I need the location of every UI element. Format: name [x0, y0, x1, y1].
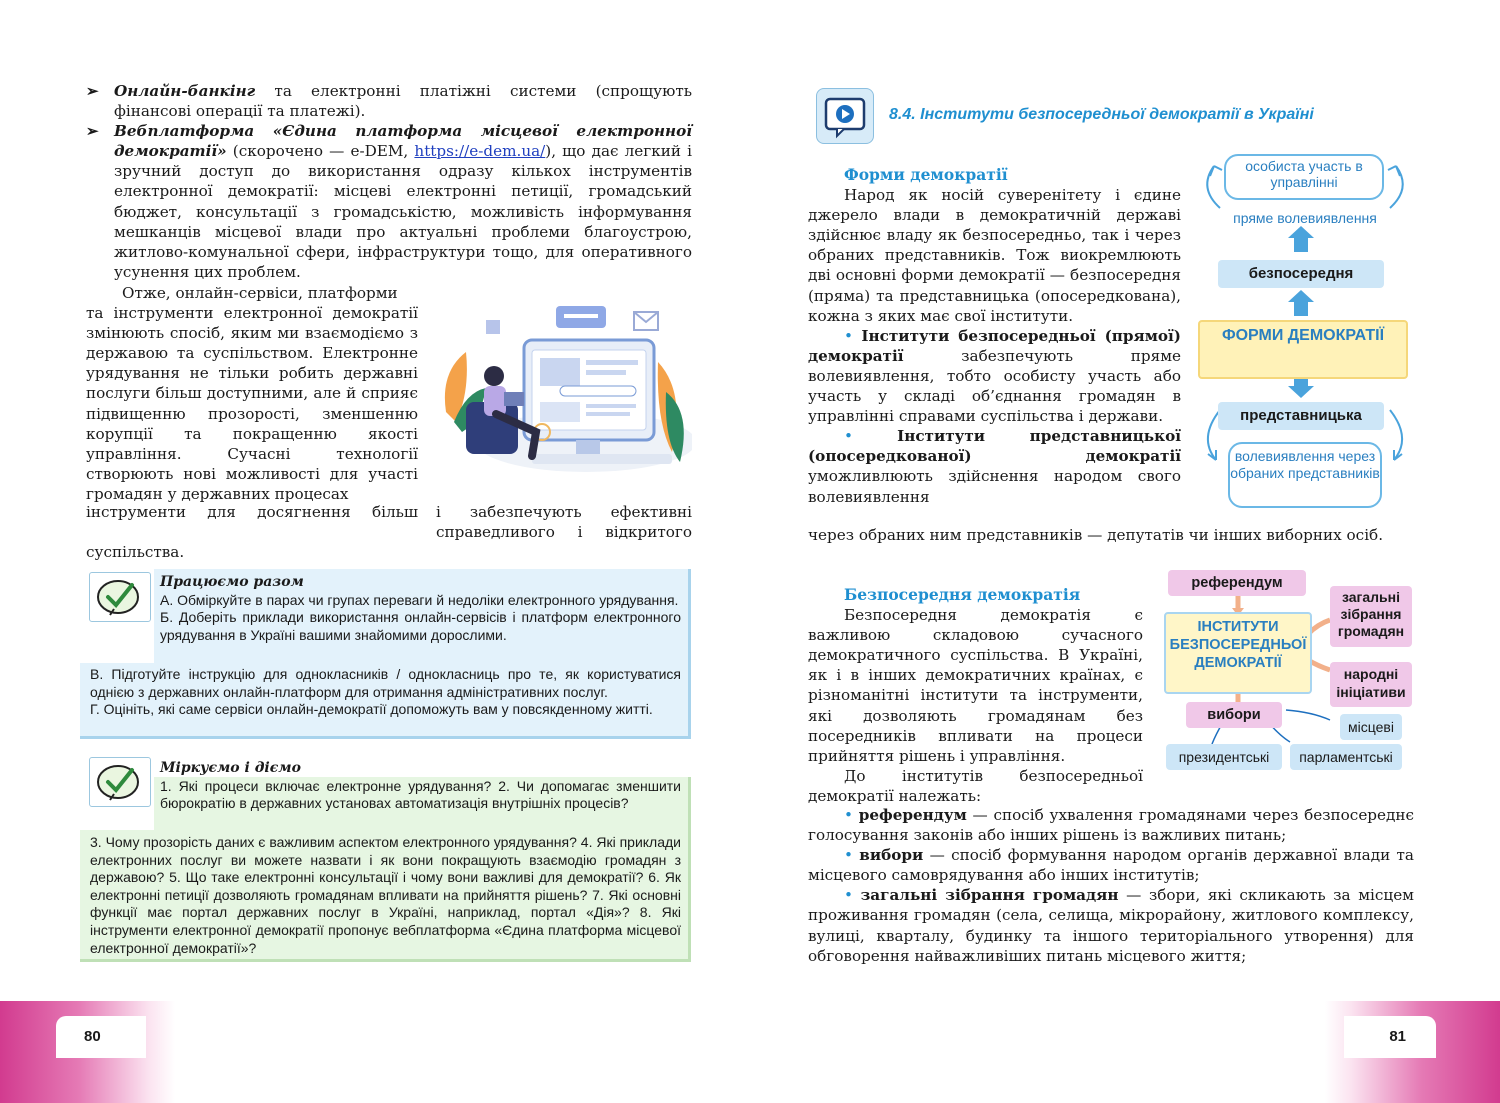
referendum: референдум	[1168, 570, 1306, 596]
bullet-direct-institutions: • Інститути безпосередньої (прямої) демократії забезпечують пряме волевиявлення, тобто особисту участь або участь у складі об’єднання громадян в управлінні справами суспільства і держави.	[808, 326, 1181, 426]
arrow-up-icon	[1288, 290, 1314, 302]
local-elections: місцеві	[1340, 714, 1402, 740]
bullet-title: Онлайн-банкінг	[114, 82, 256, 100]
arrow-bullet-icon: ➢	[86, 122, 99, 141]
page-number-left: 80	[56, 1016, 146, 1058]
general-assemblies: загальні зібрання громадян	[1330, 586, 1412, 647]
heading-forms: Форми демократії	[844, 165, 1008, 184]
screen-image	[540, 358, 580, 386]
person-icon	[484, 366, 504, 386]
list-item-assemblies: • загальні зібрання громадян — збори, які скликають за місцем проживання громадян (села, селища, мікрорайону, житлового комплексу, вулиці, кварталу, будинку та іншого територіального утворення) для обговорення найважливіших питань місцевого життя;	[808, 886, 1414, 965]
checkmark-icon	[89, 572, 151, 622]
direct-democracy-institutions-diagram	[1162, 568, 1416, 774]
direct-will-label: пряме волевиявлення	[1233, 210, 1377, 226]
paragraph-repr-tail: через обраних ним представників — депутатів чи інших виборних осіб.	[808, 526, 1384, 544]
box-title: Міркуємо і діємо	[160, 760, 301, 776]
paragraph-online-services: Отже, онлайн-сервіси, платформи та інструменти електронної демократії змінюють спосіб, яким ми взаємодіємо з державою та суспільством. Електронне урядування не тільки робить державні послуги більш доступними, але й сприяє підвищенню прозорості, зменшенню корупції та покращенню якості управління. Сучасні технології створюють нові можливості для участі громадян у державних процесах	[86, 284, 418, 503]
direct-institutions-center: ІНСТИТУТИ БЕЗПОСЕРЕДНЬОЇ ДЕМОКРАТІЇ	[1164, 612, 1312, 694]
forms-of-democracy-diagram	[1196, 148, 1414, 513]
bullet-online-banking	[86, 81, 692, 121]
edem-link[interactable]: https://e-dem.ua/	[414, 142, 546, 161]
keyboard-icon	[532, 454, 672, 464]
task-b: Б. Доберіть приклади використання онлайн-сервісів і платформ електронного урядування в Україні вашими знайомими дорослими.	[160, 609, 681, 643]
paragraph-direct-democracy: Безпосередня демократія є важливою складовою сучасного демократичного суспільства. В Україні, як і в інших демократичних країнах, є різноманітні інститути та інструменти, які дозволяють громадянам без посередників впливати на процеси прийняття рішень і управління.	[808, 606, 1143, 765]
bullet-text: та електронні платіжні системи (спрощують фінансові операції та платежі).	[114, 82, 692, 121]
will-through-representatives: волевиявлення через обраних представників	[1228, 442, 1382, 508]
peoples-initiatives: народні ініціативи	[1330, 662, 1412, 707]
task-d: Г. Оцініть, які саме сервіси онлайн-демократії допоможуть вам у повсякденному житті.	[90, 701, 653, 718]
page-number-right: 81	[1344, 1016, 1436, 1058]
questions-1: 1. Які процеси включає електронне урядування? 2. Чи допомагає зменшити бюрократію в державних установах автоматизація внутрішніх процесів?	[160, 777, 681, 812]
questions-2: 3. Чому прозорість даних є важливим аспектом електронного урядування? 4. Які приклади електронних послуг ви можете назвати і як вони покращують взаємодію громадян з державою? 5. Що таке електронні консультації і чому вони важливі для демократії? 6. Як електронні петиції дозволяють громадянам впливати на прийняття рішень? 7. Які основні функції має портал державних послуг в Україні, наприклад, портал «Дія»? 8. Які інструменти електронної демократії пропонує вебплатформа «Єдина платформа місцевої електронної демократії»?	[90, 834, 681, 956]
task-c: В. Підготуйте інструкцію для однокласників / однокласниць про те, як користуватися однією з державних онлайн-платформ для отримання адміністративних послуг.	[90, 666, 681, 700]
presidential-elections: президентські	[1166, 744, 1282, 770]
direct-form: безпосередня	[1218, 260, 1384, 288]
arrow-down-icon	[1288, 386, 1314, 398]
elections: вибори	[1186, 702, 1282, 728]
forms-of-democracy-center: ФОРМИ ДЕМОКРАТІЇ	[1198, 320, 1408, 379]
parliamentary-elections: парламентські	[1290, 744, 1402, 770]
profile-icon	[486, 320, 500, 334]
paragraph-forms: Народ як носій суверенітету і єдине джерело влади в демократичній державі здійснює владу як безпосередньо, так і через обраних представників. Тож виокремлюють дві основні форми демократії — безпосередня (пряма) та представницька (опосередкована), кожна з яких має свої інститути.	[808, 186, 1181, 325]
list-item-elections: • вибори — спосіб формування народом органів державної влади та місцевого самоврядування або інших інститутів;	[808, 846, 1414, 885]
checkmark-icon	[89, 757, 151, 807]
paragraph-tail: інструменти для досягнення більш і забезпечують ефективні справедливого і відкритого суспільства.	[86, 503, 692, 562]
task-a: А. Обміркуйте в парах чи групах переваги й недоліки електронного урядування.	[160, 591, 679, 608]
video-icon[interactable]	[816, 88, 874, 144]
bullet-edem	[86, 121, 692, 282]
bullet-title: Вебплатформа «Єдина платформа місцевої електронної демократії»	[114, 122, 692, 161]
representative-form: представницька	[1218, 402, 1384, 430]
heading-direct-democracy: Безпосередня демократія	[844, 585, 1081, 604]
list-item-referendum: • референдум — спосіб ухвалення громадянами через безпосереднє голосування законів або інших рішень із важливих питань;	[808, 806, 1414, 845]
e-government-illustration	[436, 292, 692, 478]
section-title: 8.4. Інститути безпосередньої демократії в Україні	[889, 106, 1314, 123]
box-title: Працюємо разом	[160, 574, 304, 590]
bullet-text: (скорочено — e-DEM,	[226, 142, 415, 161]
personal-participation: особиста участь в управлінні	[1224, 154, 1384, 200]
bullet-text: ), що дає легкий і зручний доступ до використання одразу кількох інструментів електронної демократії: місцеві електронні петиції, громадський бюджет, консультації з громадськістю, можливість інформування мешканців місцевої влади про актуальні проблеми благоустрою, житлово-комунальної сфери, інфраструктури тощо, для оперативного усунення цих проблем.	[114, 142, 692, 281]
bullet-repr-institutions: • Інститути представницької (опосередкованої) демократії уможливлюють здійснення народом свого волевиявлення	[808, 427, 1181, 506]
arrow-bullet-icon: ➢	[86, 82, 99, 100]
paragraph-institutes-list-intro: До інститутів безпосередньої демократії належать:	[808, 766, 1143, 805]
arrow-up-icon	[1288, 226, 1314, 238]
